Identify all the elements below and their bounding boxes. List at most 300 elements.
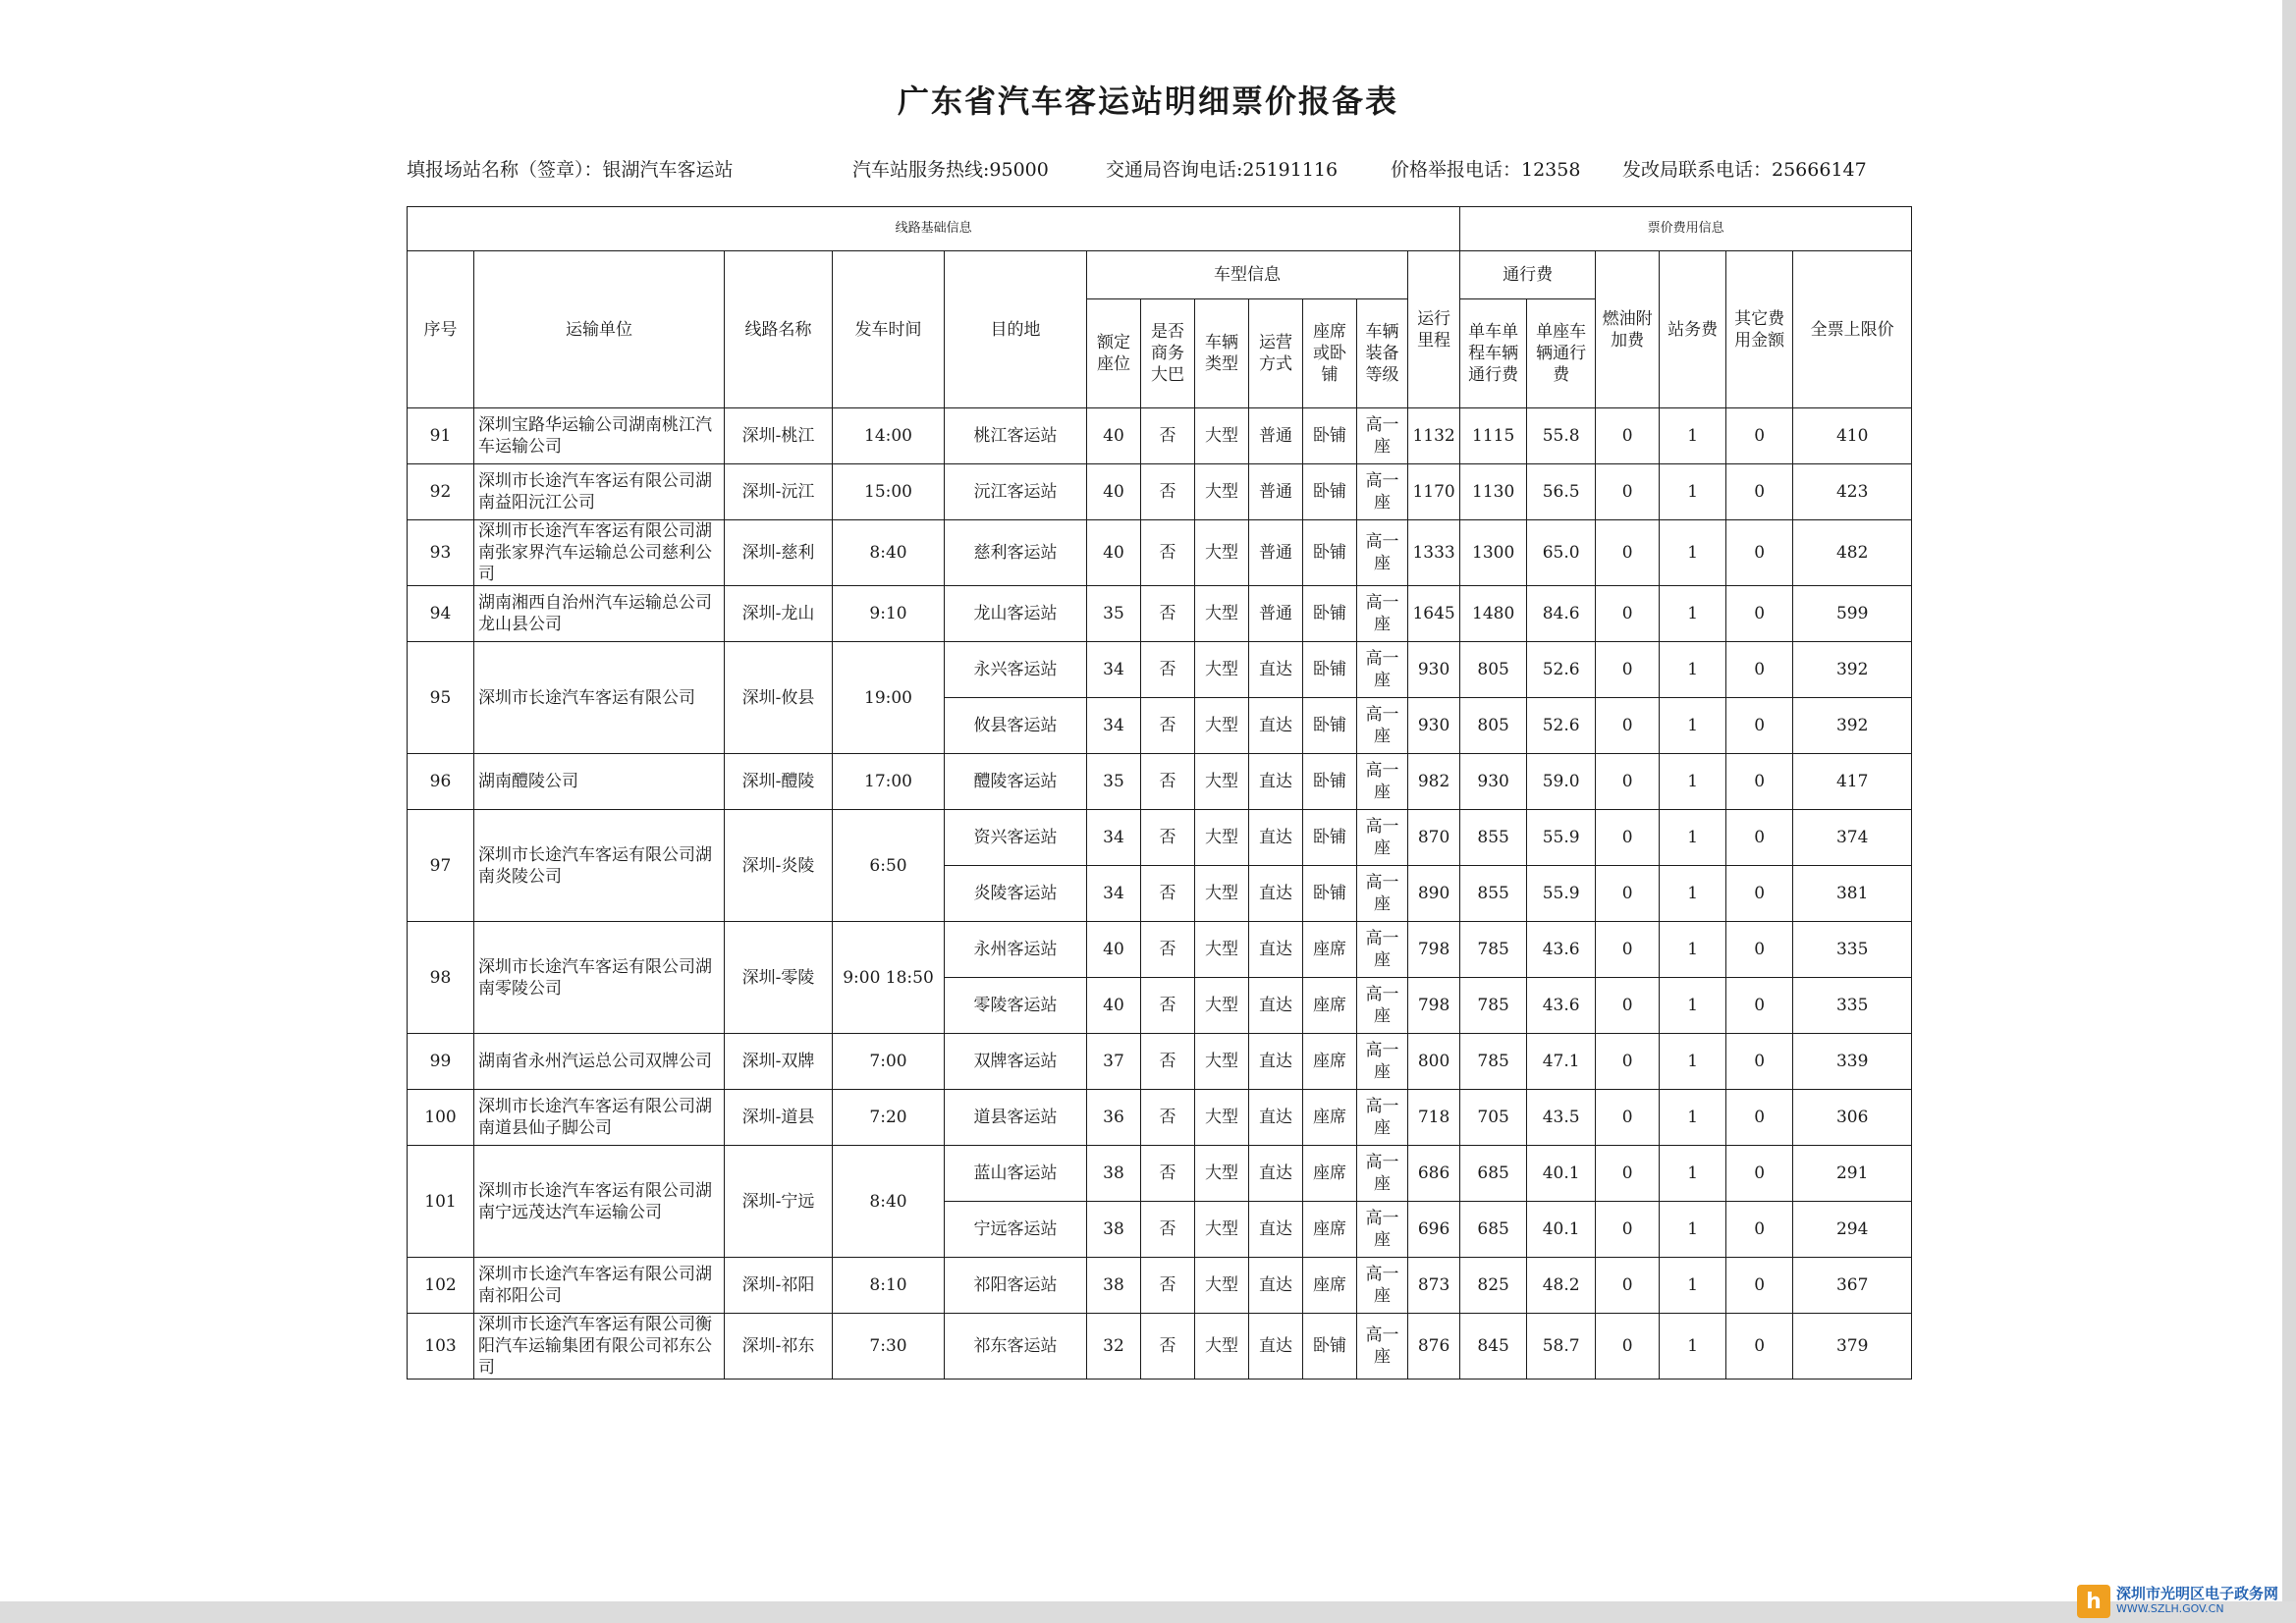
cell-toll-vehicle: 685 [1460,1146,1527,1202]
cell-dest: 慈利客运站 [945,520,1087,586]
cell-depart: 9:00 18:50 [833,922,945,1034]
cell-other: 0 [1726,408,1793,464]
cell-mode: 直达 [1249,1090,1303,1146]
cell-limit: 335 [1793,922,1912,978]
cell-toll-vehicle: 1300 [1460,520,1527,586]
cell-grade: 高一座 [1357,520,1408,586]
col-vtype: 车辆类型 [1195,299,1249,408]
cell-other: 0 [1726,698,1793,754]
cell-fuel: 0 [1596,922,1660,978]
cell-other: 0 [1726,978,1793,1034]
cell-berth: 座席 [1303,922,1357,978]
cell-seats: 35 [1087,586,1141,642]
col-toll: 通行费 [1460,251,1596,299]
cell-fuel: 0 [1596,698,1660,754]
col-mode: 运营方式 [1249,299,1303,408]
cell-fuel: 0 [1596,1034,1660,1090]
cell-vtype: 大型 [1195,1258,1249,1314]
cell-toll-vehicle: 705 [1460,1090,1527,1146]
cell-business: 否 [1141,586,1195,642]
cell-toll-vehicle: 785 [1460,922,1527,978]
station-hotline: 汽车站服务热线:95000 [852,159,1049,181]
cell-seq: 91 [408,408,474,464]
cell-fuel: 0 [1596,978,1660,1034]
cell-mileage: 798 [1408,922,1460,978]
cell-seats: 40 [1087,408,1141,464]
cell-mileage: 1132 [1408,408,1460,464]
cell-station-fee: 1 [1660,642,1726,698]
col-business: 是否商务大巴 [1141,299,1195,408]
col-limit: 全票上限价 [1793,251,1912,408]
cell-berth: 座席 [1303,1258,1357,1314]
cell-mode: 普通 [1249,464,1303,520]
cell-toll-seat: 40.1 [1527,1146,1596,1202]
cell-toll-seat: 47.1 [1527,1034,1596,1090]
cell-mode: 直达 [1249,698,1303,754]
cell-vtype: 大型 [1195,464,1249,520]
table-row [408,810,1912,866]
cell-mileage: 1333 [1408,520,1460,586]
table-row [408,1090,1912,1146]
cell-mode: 直达 [1249,642,1303,698]
cell-seats: 38 [1087,1202,1141,1258]
cell-seats: 34 [1087,866,1141,922]
cell-limit: 335 [1793,978,1912,1034]
cell-toll-vehicle: 930 [1460,754,1527,810]
cell-toll-seat: 55.8 [1527,408,1596,464]
cell-mode: 直达 [1249,922,1303,978]
cell-station-fee: 1 [1660,698,1726,754]
traffic-phone: 交通局咨询电话:25191116 [1106,159,1339,181]
cell-seats: 40 [1087,978,1141,1034]
cell-limit: 381 [1793,866,1912,922]
table-row [408,520,1912,586]
drc-phone: 发改局联系电话：25666147 [1622,159,1867,181]
cell-other: 0 [1726,1146,1793,1202]
cell-company: 湖南湘西自治州汽车运输总公司龙山县公司 [474,586,725,642]
cell-company: 深圳市长途汽车客运有限公司湖南零陵公司 [474,922,725,1034]
fare-table [407,206,1912,1380]
cell-mode: 直达 [1249,1314,1303,1380]
cell-depart: 7:30 [833,1314,945,1380]
table-row [408,1258,1912,1314]
cell-vtype: 大型 [1195,754,1249,810]
cell-station-fee: 1 [1660,1034,1726,1090]
cell-fuel: 0 [1596,810,1660,866]
cell-mileage: 930 [1408,698,1460,754]
cell-business: 否 [1141,866,1195,922]
cell-berth: 卧铺 [1303,754,1357,810]
watermark-site-name: 深圳市光明区电子政务网 [2115,1585,2278,1602]
cell-other: 0 [1726,810,1793,866]
cell-station-fee: 1 [1660,1090,1726,1146]
cell-grade: 高一座 [1357,1314,1408,1380]
cell-toll-seat: 84.6 [1527,586,1596,642]
cell-station-fee: 1 [1660,586,1726,642]
cell-station-fee: 1 [1660,1202,1726,1258]
cell-dest: 沅江客运站 [945,464,1087,520]
cell-limit: 291 [1793,1146,1912,1202]
cell-route: 深圳-双牌 [725,1034,833,1090]
cell-depart: 14:00 [833,408,945,464]
cell-business: 否 [1141,520,1195,586]
cell-other: 0 [1726,586,1793,642]
cell-limit: 599 [1793,586,1912,642]
station-name: 填报场站名称（签章）：银湖汽车客运站 [407,159,734,181]
cell-seq: 95 [408,642,474,754]
table-row [408,922,1912,978]
cell-vtype: 大型 [1195,866,1249,922]
cell-station-fee: 1 [1660,408,1726,464]
cell-berth: 座席 [1303,978,1357,1034]
cell-vtype: 大型 [1195,922,1249,978]
cell-toll-vehicle: 1130 [1460,464,1527,520]
table-row [408,586,1912,642]
col-depart: 发车时间 [833,251,945,408]
cell-grade: 高一座 [1357,642,1408,698]
cell-dest: 攸县客运站 [945,698,1087,754]
cell-other: 0 [1726,642,1793,698]
cell-depart: 8:40 [833,1146,945,1258]
cell-limit: 306 [1793,1090,1912,1146]
cell-route: 深圳-醴陵 [725,754,833,810]
cell-berth: 卧铺 [1303,1314,1357,1380]
cell-berth: 座席 [1303,1090,1357,1146]
cell-mileage: 930 [1408,642,1460,698]
col-other: 其它费用金额 [1726,251,1793,408]
cell-depart: 6:50 [833,810,945,922]
cell-station-fee: 1 [1660,922,1726,978]
cell-other: 0 [1726,1090,1793,1146]
cell-limit: 392 [1793,698,1912,754]
watermark-logo [2077,1582,2278,1621]
site-logo-icon: h [2077,1585,2110,1618]
cell-berth: 卧铺 [1303,642,1357,698]
cell-seats: 34 [1087,642,1141,698]
cell-seats: 35 [1087,754,1141,810]
cell-toll-seat: 43.5 [1527,1090,1596,1146]
cell-limit: 374 [1793,810,1912,866]
cell-business: 否 [1141,698,1195,754]
cell-toll-seat: 43.6 [1527,978,1596,1034]
cell-depart: 7:00 [833,1034,945,1090]
cell-seats: 34 [1087,698,1141,754]
cell-grade: 高一座 [1357,1202,1408,1258]
cell-mileage: 876 [1408,1314,1460,1380]
cell-toll-seat: 65.0 [1527,520,1596,586]
cell-route: 深圳-祁阳 [725,1258,833,1314]
cell-seats: 32 [1087,1314,1141,1380]
cell-mode: 直达 [1249,810,1303,866]
cell-toll-vehicle: 805 [1460,698,1527,754]
cell-business: 否 [1141,1258,1195,1314]
cell-mileage: 890 [1408,866,1460,922]
cell-fuel: 0 [1596,754,1660,810]
cell-toll-seat: 48.2 [1527,1258,1596,1314]
cell-business: 否 [1141,1146,1195,1202]
cell-seats: 37 [1087,1034,1141,1090]
cell-seq: 93 [408,520,474,586]
cell-toll-vehicle: 825 [1460,1258,1527,1314]
cell-vtype: 大型 [1195,978,1249,1034]
cell-other: 0 [1726,520,1793,586]
cell-toll-seat: 52.6 [1527,698,1596,754]
cell-limit: 482 [1793,520,1912,586]
cell-grade: 高一座 [1357,866,1408,922]
cell-other: 0 [1726,1034,1793,1090]
cell-grade: 高一座 [1357,698,1408,754]
cell-limit: 294 [1793,1202,1912,1258]
cell-station-fee: 1 [1660,978,1726,1034]
cell-fuel: 0 [1596,408,1660,464]
cell-dest: 永州客运站 [945,922,1087,978]
cell-other: 0 [1726,1314,1793,1380]
cell-fuel: 0 [1596,586,1660,642]
cell-grade: 高一座 [1357,978,1408,1034]
cell-fuel: 0 [1596,642,1660,698]
cell-route: 深圳-零陵 [725,922,833,1034]
cell-mode: 直达 [1249,866,1303,922]
cell-mileage: 982 [1408,754,1460,810]
cell-fuel: 0 [1596,520,1660,586]
cell-seq: 92 [408,464,474,520]
table-row [408,642,1912,698]
cell-berth: 卧铺 [1303,810,1357,866]
cell-business: 否 [1141,464,1195,520]
cell-grade: 高一座 [1357,1258,1408,1314]
cell-station-fee: 1 [1660,520,1726,586]
cell-mileage: 800 [1408,1034,1460,1090]
cell-business: 否 [1141,1314,1195,1380]
cell-vtype: 大型 [1195,586,1249,642]
page-edge-bottom [0,1601,2296,1623]
cell-company: 深圳市长途汽车客运有限公司湖南炎陵公司 [474,810,725,922]
cell-dest: 蓝山客运站 [945,1146,1087,1202]
table-row [408,464,1912,520]
cell-route: 深圳-祁东 [725,1314,833,1380]
cell-business: 否 [1141,810,1195,866]
cell-toll-vehicle: 1480 [1460,586,1527,642]
cell-toll-seat: 43.6 [1527,922,1596,978]
cell-company: 湖南省永州汽运总公司双牌公司 [474,1034,725,1090]
cell-toll-vehicle: 1115 [1460,408,1527,464]
cell-berth: 卧铺 [1303,586,1357,642]
cell-vtype: 大型 [1195,520,1249,586]
cell-route: 深圳-桃江 [725,408,833,464]
cell-company: 深圳宝路华运输公司湖南桃江汽车运输公司 [474,408,725,464]
cell-toll-vehicle: 855 [1460,866,1527,922]
cell-vtype: 大型 [1195,1090,1249,1146]
col-company: 运输单位 [474,251,725,408]
cell-seats: 40 [1087,520,1141,586]
cell-berth: 卧铺 [1303,698,1357,754]
table-row [408,1146,1912,1202]
cell-company: 深圳市长途汽车客运有限公司湖南祁阳公司 [474,1258,725,1314]
cell-grade: 高一座 [1357,922,1408,978]
cell-vtype: 大型 [1195,1202,1249,1258]
cell-mileage: 873 [1408,1258,1460,1314]
cell-business: 否 [1141,1034,1195,1090]
page-edge-right [2282,0,2296,1623]
cell-mode: 普通 [1249,408,1303,464]
cell-toll-vehicle: 785 [1460,978,1527,1034]
cell-seats: 40 [1087,922,1141,978]
cell-dest: 祁东客运站 [945,1314,1087,1380]
cell-limit: 367 [1793,1258,1912,1314]
page-title: 广东省汽车客运站明细票价报备表 [897,82,1398,120]
cell-grade: 高一座 [1357,1146,1408,1202]
cell-toll-seat: 58.7 [1527,1314,1596,1380]
cell-other: 0 [1726,1258,1793,1314]
cell-business: 否 [1141,754,1195,810]
cell-business: 否 [1141,1090,1195,1146]
cell-grade: 高一座 [1357,1090,1408,1146]
cell-depart: 17:00 [833,754,945,810]
cell-dest: 炎陵客运站 [945,866,1087,922]
cell-berth: 卧铺 [1303,520,1357,586]
cell-dest: 宁远客运站 [945,1202,1087,1258]
cell-seats: 38 [1087,1258,1141,1314]
cell-vtype: 大型 [1195,1146,1249,1202]
cell-company: 深圳市长途汽车客运有限公司 [474,642,725,754]
cell-business: 否 [1141,408,1195,464]
cell-depart: 15:00 [833,464,945,520]
cell-seq: 99 [408,1034,474,1090]
cell-company: 深圳市长途汽车客运有限公司湖南宁远茂达汽车运输公司 [474,1146,725,1258]
cell-station-fee: 1 [1660,754,1726,810]
cell-business: 否 [1141,1202,1195,1258]
col-vehicle-info: 车型信息 [1087,251,1408,299]
table-row [408,754,1912,810]
col-dest: 目的地 [945,251,1087,408]
cell-toll-seat: 55.9 [1527,810,1596,866]
cell-mode: 直达 [1249,1258,1303,1314]
cell-toll-seat: 40.1 [1527,1202,1596,1258]
cell-depart: 8:10 [833,1258,945,1314]
cell-seq: 94 [408,586,474,642]
cell-station-fee: 1 [1660,1258,1726,1314]
cell-dest: 龙山客运站 [945,586,1087,642]
col-station-fee: 站务费 [1660,251,1726,408]
cell-mileage: 1645 [1408,586,1460,642]
cell-route: 深圳-炎陵 [725,810,833,922]
cell-vtype: 大型 [1195,698,1249,754]
cell-mileage: 1170 [1408,464,1460,520]
cell-dest: 桃江客运站 [945,408,1087,464]
watermark-site-url: WWW.SZLH.GOV.CN [2115,1602,2224,1615]
cell-dest: 醴陵客运站 [945,754,1087,810]
cell-mode: 直达 [1249,1202,1303,1258]
table-row [408,1034,1912,1090]
cell-mileage: 870 [1408,810,1460,866]
cell-fuel: 0 [1596,1258,1660,1314]
cell-grade: 高一座 [1357,408,1408,464]
cell-route: 深圳-龙山 [725,586,833,642]
cell-toll-vehicle: 685 [1460,1202,1527,1258]
cell-toll-seat: 56.5 [1527,464,1596,520]
cell-mode: 普通 [1249,520,1303,586]
cell-mileage: 686 [1408,1146,1460,1202]
col-grade: 车辆装备等级 [1357,299,1408,408]
cell-berth: 座席 [1303,1202,1357,1258]
cell-berth: 座席 [1303,1146,1357,1202]
cell-dest: 双牌客运站 [945,1034,1087,1090]
cell-mileage: 798 [1408,978,1460,1034]
cell-seats: 40 [1087,464,1141,520]
table-row [408,408,1912,464]
fare-table-body [408,408,1912,1380]
cell-grade: 高一座 [1357,464,1408,520]
cell-fuel: 0 [1596,464,1660,520]
price-report-phone: 价格举报电话：12358 [1391,159,1581,181]
cell-company: 深圳市长途汽车客运有限公司湖南益阳沅江公司 [474,464,725,520]
cell-route: 深圳-沅江 [725,464,833,520]
cell-seq: 101 [408,1146,474,1258]
cell-grade: 高一座 [1357,586,1408,642]
group-fare-header: 票价费用信息 [1460,207,1912,251]
cell-limit: 410 [1793,408,1912,464]
cell-fuel: 0 [1596,1202,1660,1258]
cell-limit: 339 [1793,1034,1912,1090]
cell-toll-vehicle: 785 [1460,1034,1527,1090]
cell-toll-vehicle: 845 [1460,1314,1527,1380]
cell-grade: 高一座 [1357,754,1408,810]
cell-business: 否 [1141,978,1195,1034]
cell-seats: 38 [1087,1146,1141,1202]
col-toll-vehicle: 单车单程车辆通行费 [1460,299,1527,408]
cell-toll-seat: 59.0 [1527,754,1596,810]
cell-mileage: 718 [1408,1090,1460,1146]
cell-company: 深圳市长途汽车客运有限公司湖南张家界汽车运输总公司慈利公司 [474,520,725,586]
cell-other: 0 [1726,464,1793,520]
cell-other: 0 [1726,1202,1793,1258]
cell-grade: 高一座 [1357,810,1408,866]
col-seq: 序号 [408,251,474,408]
cell-toll-seat: 52.6 [1527,642,1596,698]
cell-depart: 9:10 [833,586,945,642]
cell-berth: 卧铺 [1303,464,1357,520]
cell-seq: 97 [408,810,474,922]
col-fuel: 燃油附加费 [1596,251,1660,408]
cell-mode: 直达 [1249,1146,1303,1202]
group-route-header: 线路基础信息 [408,207,1460,251]
cell-business: 否 [1141,642,1195,698]
cell-seq: 102 [408,1258,474,1314]
cell-other: 0 [1726,922,1793,978]
cell-mode: 直达 [1249,1034,1303,1090]
cell-dest: 道县客运站 [945,1090,1087,1146]
cell-dest: 资兴客运站 [945,810,1087,866]
cell-station-fee: 1 [1660,810,1726,866]
cell-berth: 卧铺 [1303,408,1357,464]
cell-limit: 379 [1793,1314,1912,1380]
cell-berth: 卧铺 [1303,866,1357,922]
cell-route: 深圳-攸县 [725,642,833,754]
cell-other: 0 [1726,866,1793,922]
cell-seq: 96 [408,754,474,810]
cell-seq: 103 [408,1314,474,1380]
fare-table-wrap [407,206,1911,1380]
cell-route: 深圳-慈利 [725,520,833,586]
cell-fuel: 0 [1596,866,1660,922]
col-seats: 额定座位 [1087,299,1141,408]
cell-seq: 100 [408,1090,474,1146]
cell-seats: 36 [1087,1090,1141,1146]
cell-route: 深圳-宁远 [725,1146,833,1258]
cell-vtype: 大型 [1195,1034,1249,1090]
cell-mileage: 696 [1408,1202,1460,1258]
cell-seats: 34 [1087,810,1141,866]
